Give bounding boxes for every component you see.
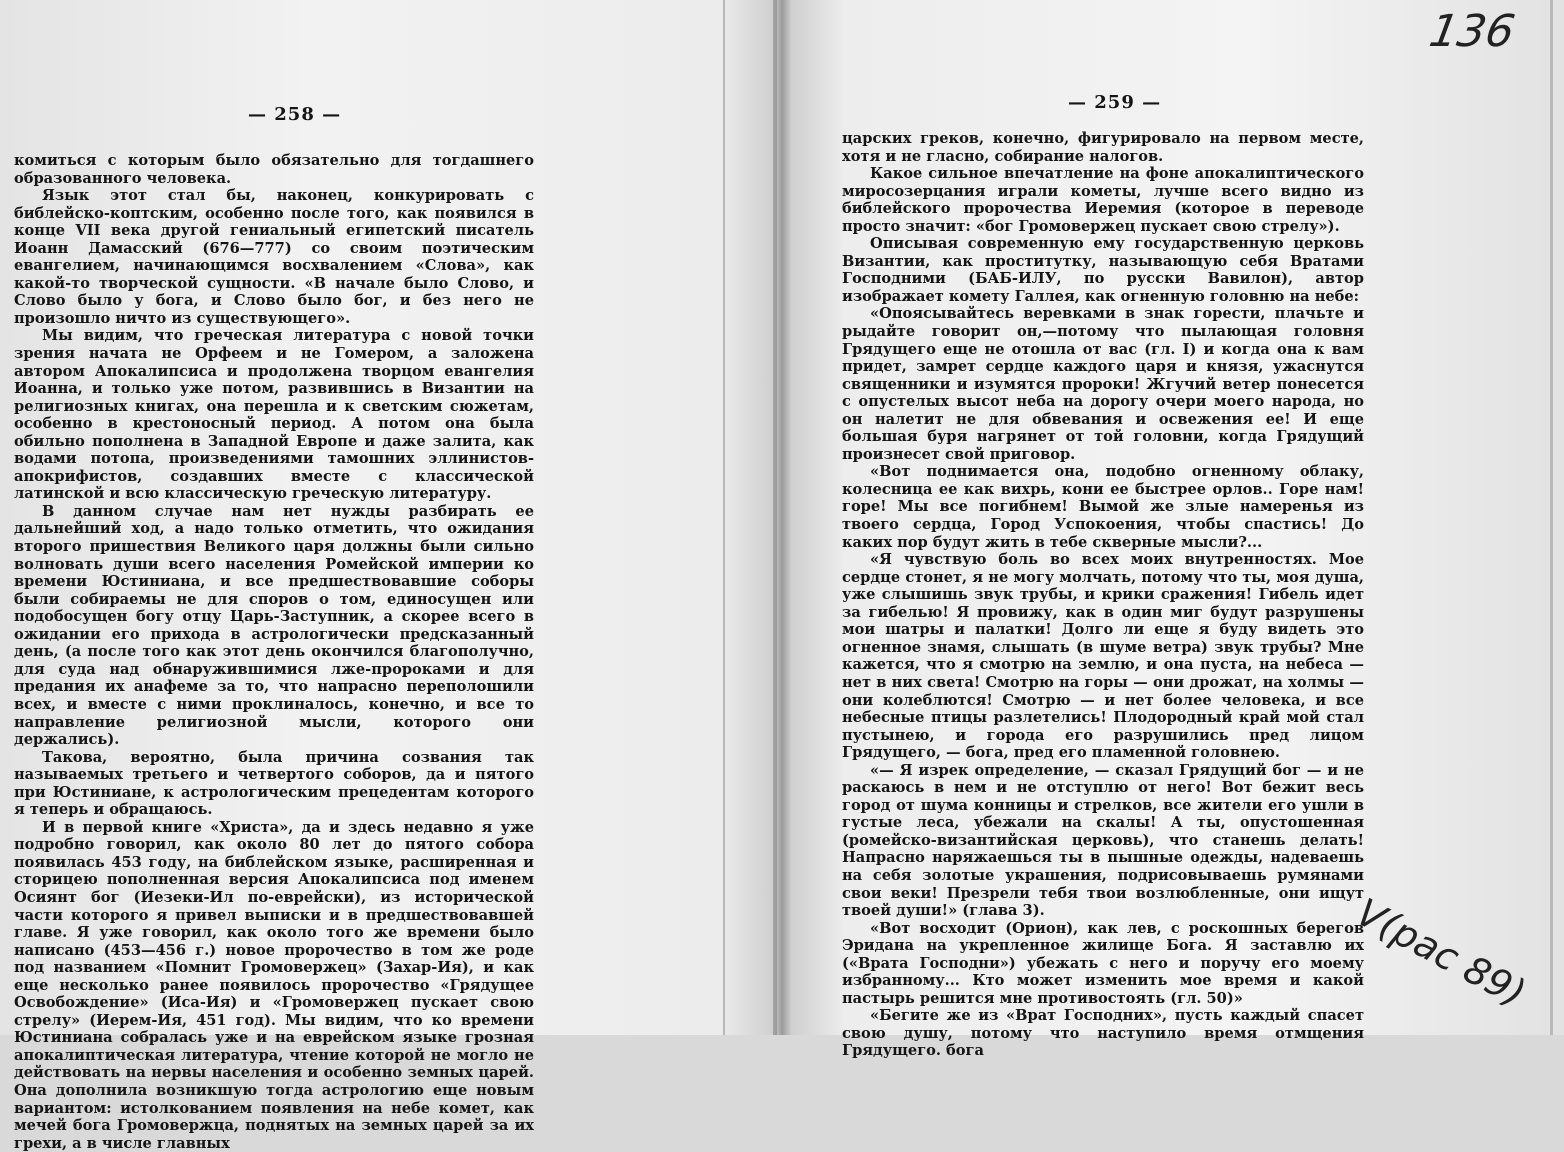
handwritten-margin-note: V(рас 89) (1349, 890, 1533, 1016)
text-column (14, 152, 534, 1152)
left-page (0, 0, 760, 1152)
page-number: — 259 — (1068, 92, 1162, 113)
paragraph: И в первой книге «Христа», да и здесь недавно я уже подробно говорил, как около 80 лет до пятого собора появилась 453 году, на библейском языке, расширенная и сторицею пополненная версия Апокалипсиса под именем Осиянт бог (Иезеки-Ил по-еврейски), из исторической части которого я привел выписки и в предшествовавшей главе. Я уже говорил, как около того же времени было написано (453—456 г.) новое пророчество в том же роде под названием «Помнит Громовержец» (Захар-Ия), и как еще несколько ранее появилось пророчество «Грядущее Освобождение» (Иса-Ия) и «Громовержец пускает свою стрелу» (Иерем-Ия, 451 год). Мы видим, что ко времени Юстиниана собралась уже и на еврейском языке грозная апокалиптическая литература, чтение которой не могло не действовать на нервы населения и особенно земных царей. Она дополнила возникшую тогда астрологию еще новым вариантом: истолкованием появления на небе комет, как мечей бога Громовержца, поднятых на земных царей за их грехи, а в числе главных (14, 818, 534, 1152)
handwritten-page-number: 136 (1425, 6, 1519, 57)
paragraph: Мы видим, что греческая литература с новой точки зрения начата не Орфеем и не Гомером, а заложена автором Апокалипсиса и продолжена творцом евангелия Иоанна, и только уже потом, развившись в Византии на религиозных книгах, она перешла и к светским сюжетам, особенно в крестоносный период. А потом она была обильно пополнена в Западной Европе и даже залита, как водами потопа, произведениями тамошних эллинистов-апокрифистов, создавших вместе с классической латинской и всю классическую греческую литературу. (14, 327, 534, 503)
book-spine (773, 0, 777, 1035)
paragraph: комиться с которым было обязательно для тогдашнего образованного человека. (14, 152, 534, 187)
paragraph: Описывая современную ему государственную церковь Византии, как проститутку, называющую себя Вратами Господними (БАБ-ИЛУ, по русски Вавилон), автор изображает комету Галлея, как огненную головню на небе: (842, 235, 1364, 305)
paragraph: царских греков, конечно, фигурировало на первом месте, хотя и не гласно, собирание налогов. (842, 130, 1364, 165)
paragraph: «Вот восходит (Орион), как лев, с роскошных берегов Эридана на укрепленное жилище Бога. Я заставлю их («Врата Господни») убежать с него и поручу его моему избранному... Кто может изменить мое время и какой пастырь решится мне противостоять (гл. 50)» (842, 919, 1364, 1007)
paragraph: «— Я изрек определение, — сказал Грядущий бог — и не раскаюсь в нем и не отступлю от него! Вот бежит весь город от шума конницы и стрелков, все жители его ушли в густые леса, убежали на скалы! А ты, опустошенная (ромейско-византийская церковь), что станешь делать! Напрасно наряжаешься ты в пышные одежды, надеваешь на себя золотые украшения, подрисовываешь румянами свои веки! Презрели тебя твои возлюбленные, они ищут твоей души!» (глава 3). (842, 761, 1364, 920)
paragraph: В данном случае нам нет нужды разбирать ее дальнейший ход, а надо только отметить, что ожидания второго пришествия Великого царя должны были сильно волновать души всего населения Ромейской империи ко времени Юстиниана, и все предшествовавшие соборы были собираемы не для споров о том, единосущен или подобосущен богу отцу Царь-Заступник, а скорее всего в ожидании его прихода в астрологически предсказанный день, (а после того как этот день окончился благополучно, для суда над обнаружившимися лже-пророками и для предания их анафеме за то, что напрасно переполошили всех, и вместе с ними проклиналось, конечно, и все то направление религиозной мысли, которого они держались). (14, 502, 534, 749)
paragraph: «Вот поднимается она, подобно огненному облаку, колесница ее как вихрь, кони ее быстрее орлов.. Горе нам! горе! Мы все погибнем! Вымой же злые намеренья из твоего сердца, Город Успокоения, чтобы спастись! До каких пор будут жить в тебе скверные мысли?... (842, 463, 1364, 551)
paragraph: Язык этот стал бы, наконец, конкурировать с библейско-коптским, особенно после того, как появился в конце VII века другой гениальный египетский писатель Иоанн Дамасский (676—777) со своим поэтическим евангелием, начинающимся восхвалением «Слова», как какой-то творческой сущности. «В начале было Слово, и Слово было у бога, и Слово было бог, и без него не произошло ничто из существующего». (14, 187, 534, 327)
paragraph: «Опоясывайтесь веревками в знак горести, плачьте и рыдайте говорит он,—потому что пылающая головня Грядущего еще не отошла от вас (гл. I) и когда она к вам придет, замрет сердце каждого царя и князя, ужаснутся священники и изумятся пророки! Жгучий ветер понесется с опустелых высот неба на дорогу очери моего народа, но он налетит не для обвевания и освежения ее! И еще большая буря нагрянет от той головни, когда Грядущий произнесет свой приговор. (842, 305, 1364, 463)
paragraph: «Я чувствую боль во всех моих внутренностях. Мое сердце стонет, я не могу молчать, потому что ты, моя душа, уже слышишь звук трубы, и крики сражения! Гибель идет за гибелью! Я провижу, как в один миг будут разрушены мои шатры и палатки! Долго ли еще я буду видеть это огненное знамя, слышать (в шуме ветра) звук трубы? Мне кажется, что я смотрю на землю, и она пуста, на небеса — нет в них света! Смотрю на горы — они дрожат, на холмы — они колеблются! Смотрю — и нет более человека, и все небесные птицы разлетелись! Плодородный край мой стал пустынею, и города его разрушились пред лицом Грядущего, — бога, пред его пламенной головнею. (842, 551, 1364, 762)
page-number: — 258 — (248, 104, 342, 125)
text-column (842, 130, 1364, 1060)
paragraph: Какое сильное впечатление на фоне апокалиптического миросозерцания играли кометы, лучше всего видно из библейского пророчества Иеремия (которое в переводе просто значит: «бог Громовержец пускает свою стрелу»). (842, 165, 1364, 235)
right-page (780, 0, 1564, 1060)
paragraph: Такова, вероятно, была причина созвания так называемых третьего и четвертого соборов, да и пятого при Юстиниане, к астрологическим прецедентам которого я теперь и обращаюсь. (14, 748, 534, 819)
paragraph: «Бегите же из «Врат Господних», пусть каждый спасет свою душу, потому что наступило время отмщения Грядущего. бога (842, 1007, 1364, 1060)
